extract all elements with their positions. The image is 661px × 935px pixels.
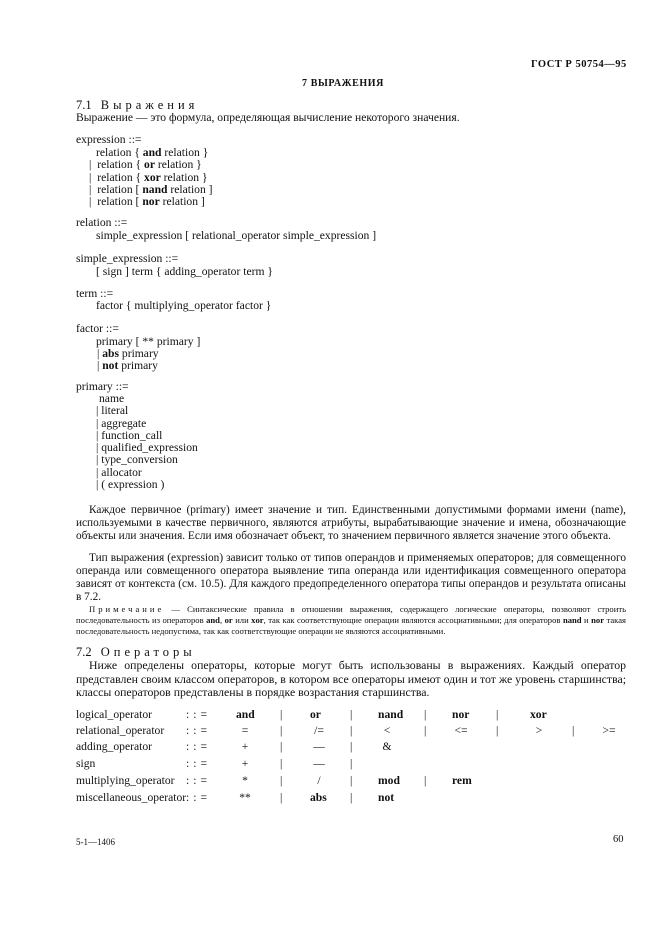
operator-symbol: + [241, 757, 249, 770]
expression-rule-body [89, 147, 213, 208]
note-text: , так как соответствующие операции являются ассоциативными; для операторов [263, 614, 563, 625]
operator-separator: | [280, 774, 283, 787]
primary-rule-head: primary ::= [76, 380, 129, 393]
expression-definition: Выражение — это формула, определяющая вычисление некоторого значения. [76, 111, 460, 124]
operator-separator: | [572, 724, 575, 737]
operator-keyword: nor [139, 195, 160, 209]
operator-symbol: nand [378, 708, 404, 721]
assign-symbol: ::= [186, 740, 211, 753]
operator-symbol: mod [378, 774, 400, 787]
operators-intro: Ниже определены операторы, которые могут быть использованы в выражениях. Каждый оператор представлен своим классом операторов, в котором все операторы имеют один и тот же уровень старшинства; классы операторов представлены в порядке возрастания старшинства. [76, 658, 626, 700]
expression-rule-head: expression ::= [76, 133, 142, 146]
primary-alternative: | allocator [96, 465, 142, 479]
alt-bar: | [89, 182, 95, 196]
operator-keyword: and [139, 146, 162, 159]
note-text: , [219, 614, 225, 625]
operator-separator: | [424, 724, 427, 737]
operator-symbol: or [310, 708, 321, 721]
standard-code: ГОСТ Р 50754—95 [531, 59, 627, 70]
operator-separator: | [424, 774, 427, 787]
factor-rule-head: factor ::= [76, 322, 119, 335]
note-text: такая последовательность недопустима, так как соответствующие операции не являются ассоциативными. [76, 614, 626, 636]
operator-class-name: relational_operator [76, 724, 165, 737]
primary-alternative: name [99, 392, 125, 405]
bracket: [ [132, 182, 140, 196]
assign-symbol: ::= [186, 708, 211, 721]
operator-class-name: multiplying_operator [76, 774, 175, 787]
operator-symbol: * [242, 774, 248, 787]
section-title: Выражения [100, 98, 199, 112]
factor-rule-line-1: primary [ ** primary ] [96, 335, 201, 348]
operator-keyword: nand [139, 182, 168, 196]
operator-class-name: miscellaneous_operator [76, 791, 187, 804]
operator-symbol: = [241, 724, 249, 737]
alt-bar: | [97, 347, 100, 360]
primary-ref: primary [121, 359, 158, 372]
operator-symbol: >= [602, 724, 616, 737]
page-number: 60 [613, 834, 624, 845]
operator-symbol: ** [239, 791, 251, 804]
operator-separator: | [280, 791, 283, 804]
relation-ref: relation ] [159, 195, 205, 209]
relation-ref: relation } [160, 170, 208, 184]
not-keyword: not [102, 359, 119, 372]
note-text: — Синтаксические правила в отношении выражения, содержащего логические операторы, позволяют строить последовательность из операторов [76, 604, 626, 625]
operator-separator: | [280, 740, 283, 753]
operator-symbol: < [383, 724, 391, 737]
operator-symbol: rem [452, 774, 472, 787]
operator-symbol: — [313, 757, 325, 770]
or-keyword: or [224, 614, 233, 625]
relation-rule-body: simple_expression [ relational_operator simple_expression ] [96, 229, 377, 242]
operator-separator: | [280, 757, 283, 770]
note-label: Примечание [89, 604, 165, 614]
section-number: 7.1 [76, 98, 92, 112]
term-rule-head: term ::= [76, 287, 114, 300]
operator-keyword: xor [141, 170, 161, 184]
relation-ref: relation [97, 170, 133, 184]
operator-separator: | [350, 708, 353, 721]
operator-symbol: nor [452, 708, 470, 721]
relation-ref: relation ] [167, 182, 213, 196]
operator-symbol: — [313, 740, 325, 753]
nor-keyword: nor [591, 614, 605, 625]
relation-ref: relation [97, 195, 133, 209]
section-title: Операторы [100, 645, 196, 659]
operator-separator: | [280, 724, 283, 737]
primary-alternative: | ( expression ) [96, 478, 165, 492]
operator-symbol: /= [314, 724, 324, 737]
nand-keyword: nand [562, 614, 582, 625]
alt-bar: | [89, 158, 95, 172]
relation-rule-head: relation ::= [76, 216, 128, 229]
operator-symbol: and [236, 708, 255, 721]
operator-separator: | [350, 757, 353, 770]
operator-separator: | [350, 740, 353, 753]
relation-ref: relation } [154, 158, 202, 172]
operator-symbol: <= [454, 724, 468, 737]
assign-symbol: ::= [186, 791, 211, 804]
alt-bar: | [89, 195, 95, 209]
expression-alternative [89, 196, 213, 208]
operator-class-name: logical_operator [76, 708, 152, 721]
relation-ref: relation [97, 158, 133, 172]
operator-class-name: adding_operator [76, 740, 152, 753]
operator-separator: | [280, 708, 283, 721]
operator-keyword: or [141, 158, 155, 172]
bracket: [ [132, 195, 140, 209]
primary-alternative: | aggregate [96, 416, 147, 430]
operator-separator: | [496, 708, 499, 721]
factor-rule-line-3 [97, 360, 158, 372]
alt-bar: | [97, 359, 100, 372]
section-number: 7.2 [76, 645, 92, 659]
and-keyword: and [206, 614, 220, 625]
assign-symbol: ::= [186, 774, 211, 787]
simple-expression-rule-head: simple_expression ::= [76, 252, 179, 265]
primary-alternative: | qualified_expression [96, 441, 198, 455]
abs-keyword: abs [102, 347, 119, 360]
primary-ref: primary [121, 347, 159, 360]
operator-symbol: & [382, 740, 392, 753]
note-text: или [232, 614, 252, 625]
chapter-title: 7 ВЫРАЖЕНИЯ [302, 78, 384, 89]
primary-alternative: | type_conversion [96, 453, 178, 467]
bracket: { [132, 158, 142, 172]
paragraph-expression-type: Тип выражения (expression) зависит только от типов операндов и применяемых операторов; для совмещенного операнда или совмещенного оператора выявление типа операнда или идентификация совмещенного оператора зависят от контекста (см. 10.5). Для каждого предопределенного оператора типы операндов и результата описаны в 7.2. [76, 552, 626, 603]
operator-symbol: / [317, 774, 321, 787]
bracket: { [131, 146, 140, 159]
term-rule-body: factor { multiplying_operator factor } [96, 299, 272, 312]
operator-separator: | [496, 724, 499, 737]
alt-bar: | [89, 170, 95, 184]
operator-class-name: sign [76, 757, 96, 770]
primary-alternative: | literal [96, 404, 129, 418]
operator-symbol: not [378, 791, 395, 804]
primary-alternative: | function_call [96, 428, 163, 442]
operator-separator: | [350, 724, 353, 737]
operator-symbol: abs [310, 791, 327, 804]
xor-keyword: xor [251, 614, 264, 625]
bracket: { [132, 170, 142, 184]
relation-ref: relation [97, 182, 133, 196]
relation-ref: relation [96, 146, 132, 159]
operator-symbol: + [241, 740, 249, 753]
operator-separator: | [424, 708, 427, 721]
operator-symbol: > [535, 724, 543, 737]
operator-separator: | [350, 774, 353, 787]
operator-separator: | [350, 791, 353, 804]
paragraph-primary: Каждое первичное (primary) имеет значение и тип. Единственными допустимыми формами имени (name), используемыми в качестве первичного, являются атрибуты, вырабатывающие значение и имена, обозначающие объекты или значения. Если имя обозначает объект, то значением первичного является значение этого объекта. [76, 504, 626, 542]
assign-symbol: ::= [186, 724, 211, 737]
primary-rule-body [96, 393, 198, 491]
print-code: 5-1—1406 [76, 837, 115, 847]
assign-symbol: ::= [186, 757, 211, 770]
note-text: и [581, 614, 592, 625]
simple-expression-rule-body: [ sign ] term { adding_operator term } [96, 265, 273, 278]
relation-ref: relation } [161, 146, 209, 159]
operator-symbol: xor [530, 708, 547, 721]
note [76, 604, 626, 636]
